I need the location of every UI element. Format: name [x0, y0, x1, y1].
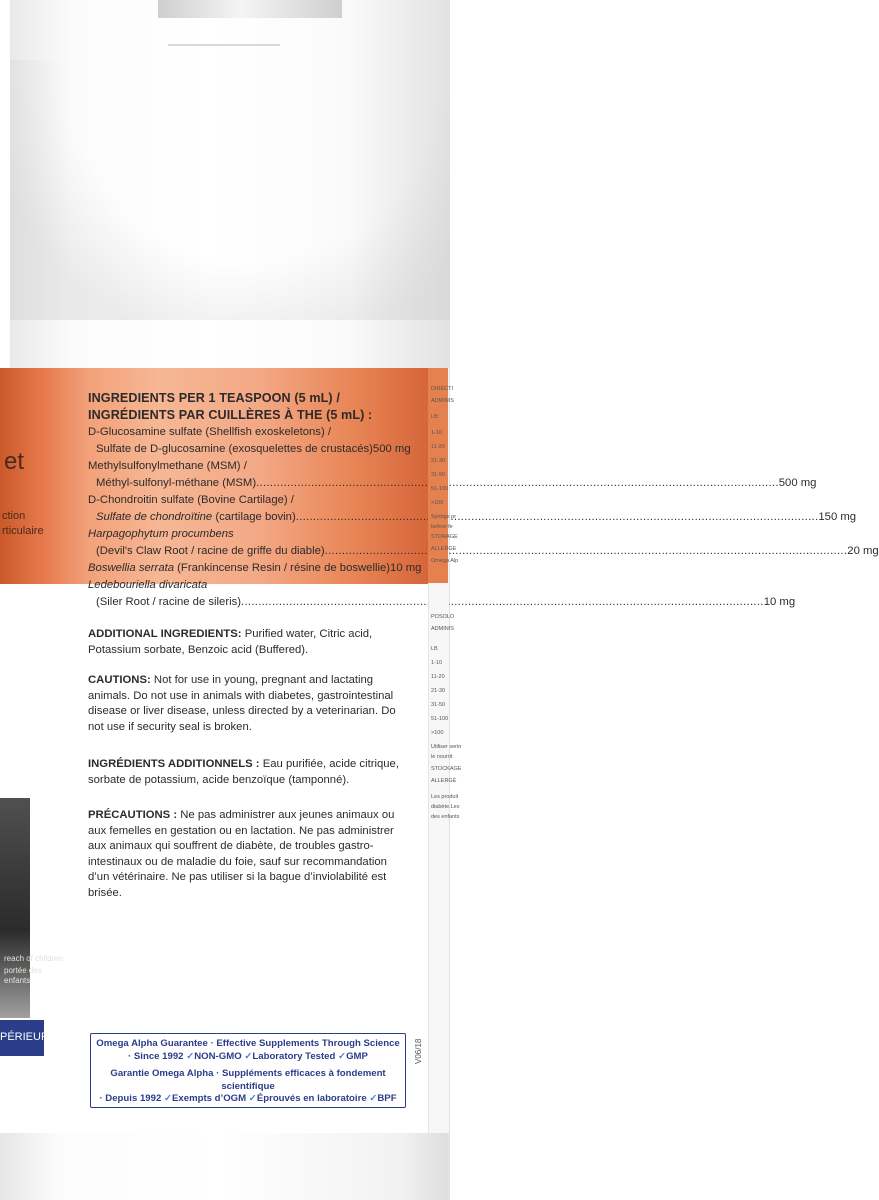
ingredient-amount: 10 mg: [390, 562, 422, 574]
ingredient-name: (Devil's Claw Root / racine de griffe du diable): [96, 545, 325, 557]
ingredient-name: Boswellia serrata (Frankincense Resin / résine de boswellie): [88, 562, 391, 574]
right-panel-line: >100: [431, 500, 444, 506]
leader-dots: [241, 594, 764, 611]
bottle-shoulder: [10, 60, 450, 320]
right-panel-line: 11-20: [431, 674, 445, 680]
right-panel-line: diabète.Les: [431, 804, 460, 810]
bottle-base: [0, 1133, 448, 1200]
right-panel-line: 31-50: [431, 702, 446, 708]
check-icon: ✓: [248, 1093, 257, 1104]
ingredient-name: D-Chondroitin sulfate (Bovine Cartilage) /: [88, 494, 294, 506]
ingredient-amount: 20 mg: [847, 545, 879, 557]
quality-badge: [0, 1020, 57, 1056]
precautions-text: Ne pas administrer aux jeunes animaux ou aux femelles en gestation ou en lactation. Ne pas administrer aux animaux qui souffrent de diabète, de troubles gastro-intestinaux ou de maladie du foie, sauf sur recommandation d’un vétérinaire. Ne pas utiliser si la bague d’inviolabilité est brisée.: [88, 809, 395, 899]
right-panel-line: STOCKAGE: [431, 766, 462, 772]
cautions: [88, 673, 410, 735]
ingredient-name: Harpagophytum procumbens: [88, 528, 234, 540]
right-panel-line: 1-10: [431, 430, 443, 436]
right-panel-line: DIRECTI: [431, 386, 453, 392]
leader-dots: [296, 509, 819, 526]
ingredient-row: [88, 458, 410, 475]
right-panel-line: >100: [431, 730, 444, 736]
precautions: [88, 808, 410, 901]
right-panel-line: 21-30: [431, 458, 446, 464]
guarantee-en-line1: Omega Alpha Guarantee · Effective Supplements Through Science: [96, 1038, 400, 1049]
additionnels-text: Eau purifiée, acide citrique, sorbate de potassium, acide benzoïque (tamponné).: [88, 758, 399, 786]
ingredient-amount: 500 mg: [778, 477, 817, 489]
ingredient-row: [88, 492, 410, 509]
check-icon: ✓: [338, 1050, 347, 1062]
ingredient-row: [88, 577, 410, 594]
ingredient-row: [88, 560, 422, 577]
right-panel-line: STORAGE: [431, 534, 458, 540]
ingredient-amount: 150 mg: [818, 511, 857, 523]
guarantee-en-line2: · Since 1992 ✓NON-GMO ✓Laboratory Tested ✓GMP: [128, 1050, 368, 1062]
right-panel-line: des enfants: [431, 814, 460, 820]
right-panel-line: 21-30: [431, 688, 446, 694]
version-code: V06/18: [414, 1038, 423, 1064]
additionnels-label: INGRÉDIENTS ADDITIONNELS :: [88, 758, 260, 770]
leader-dots: [325, 543, 848, 560]
additional-ingredients: [88, 627, 410, 658]
precautions-label: PRÉCAUTIONS :: [88, 809, 178, 821]
ingredients-additionnels: [88, 757, 410, 788]
ingredient-name: (Siler Root / racine de sileris): [96, 596, 242, 608]
ingredient-name: Ledebouriella divaricata: [88, 579, 208, 591]
bottle-cap: [158, 0, 342, 18]
ingredient-name: D-Glucosamine sulfate (Shellfish exoskeletons) /: [88, 426, 331, 438]
guarantee-fr-line1: Garantie Omega Alpha · Suppléments efficaces à fondement scientifique: [110, 1068, 386, 1092]
left-brand-fragment: et: [4, 448, 25, 475]
ingredients-heading-en: INGREDIENTS PER 1 TEASPOON (5 mL) /: [88, 391, 340, 405]
ingredient-name: Methylsulfonylmethane (MSM) /: [88, 460, 247, 472]
right-panel-line: 11-20: [431, 444, 445, 450]
check-icon: ✓: [369, 1093, 378, 1104]
right-panel-line: ADMINIS: [431, 398, 454, 404]
ingredient-name: Sulfate de D-glucosamine (exosquelettes de crustacés): [96, 443, 373, 455]
ingredient-row: [88, 424, 410, 441]
right-panel-line: ALLERGÈ: [431, 778, 457, 784]
check-icon: ✓: [244, 1050, 253, 1062]
cautions-text: Not for use in young, pregnant and lactating animals. Do not use in animals with diabetes, gastrointestinal disease or liver disease, unless directed by a veterinarian. Do not use if security seal is broken.: [88, 674, 396, 733]
check-icon: ✓: [163, 1093, 173, 1104]
leader-dots: [256, 475, 779, 492]
right-panel-line: LB: [431, 646, 438, 652]
left-desc-fragment-2: rticulaire: [2, 525, 44, 537]
right-panel-line: le nourrit: [431, 754, 453, 760]
right-panel-line: 51-100: [431, 716, 449, 722]
right-panel-line: 51-100: [431, 486, 449, 492]
ingredients-heading-fr: INGRÉDIENTS PAR CUILLÈRES À THE (5 mL) :: [88, 408, 373, 422]
ingredient-row: [88, 441, 410, 458]
right-panel-line: before fe: [431, 524, 453, 530]
ingredient-amount: 10 mg: [763, 596, 796, 608]
child-warning-fr: portée des enfants: [4, 966, 42, 985]
check-icon: ✓: [186, 1050, 195, 1062]
additional-text: Purified water, Citric acid, Potassium sorbate, Benzoic acid (Buffered).: [88, 628, 373, 656]
right-panel-line: Syringe pr: [431, 514, 457, 520]
right-panel-line: POSOLO: [431, 614, 455, 620]
quality-badge-text: PÉRIEURE: [0, 1031, 57, 1043]
ingredient-name: Méthyl-sulfonyl-méthane (MSM): [96, 477, 257, 489]
cautions-label: CAUTIONS:: [88, 674, 151, 686]
right-panel-line: 1-10: [431, 660, 443, 666]
right-panel-line: LB:: [431, 414, 440, 420]
left-desc-fragment-1: ction: [2, 510, 26, 522]
guarantee-box: [90, 1033, 406, 1108]
right-panel-line: Utiliser serin: [431, 744, 462, 750]
right-panel-line: Omega Alp: [431, 558, 459, 564]
guarantee-fr-line2: · Depuis 1992 ✓Exempts d’OGM ✓Éprouvés en laboratoire ✓BPF: [99, 1093, 397, 1104]
right-panel-line: ADMINIS: [431, 626, 454, 632]
ingredient-row: [88, 526, 410, 543]
additional-label: ADDITIONAL INGREDIENTS:: [88, 628, 242, 640]
ingredient-row: [88, 594, 796, 611]
ingredient-name: Sulfate de chondroïtine (cartilage bovin): [96, 511, 296, 523]
product-label: [0, 368, 879, 1133]
right-panel-line: Les produit: [431, 794, 459, 800]
bottle-neck: [168, 22, 280, 46]
right-panel-line: ALLERGE: [431, 546, 457, 552]
right-panel-line: 31-50: [431, 472, 446, 478]
ingredient-amount: 500 mg: [372, 443, 411, 455]
child-warning-en: reach of children: [4, 954, 64, 963]
